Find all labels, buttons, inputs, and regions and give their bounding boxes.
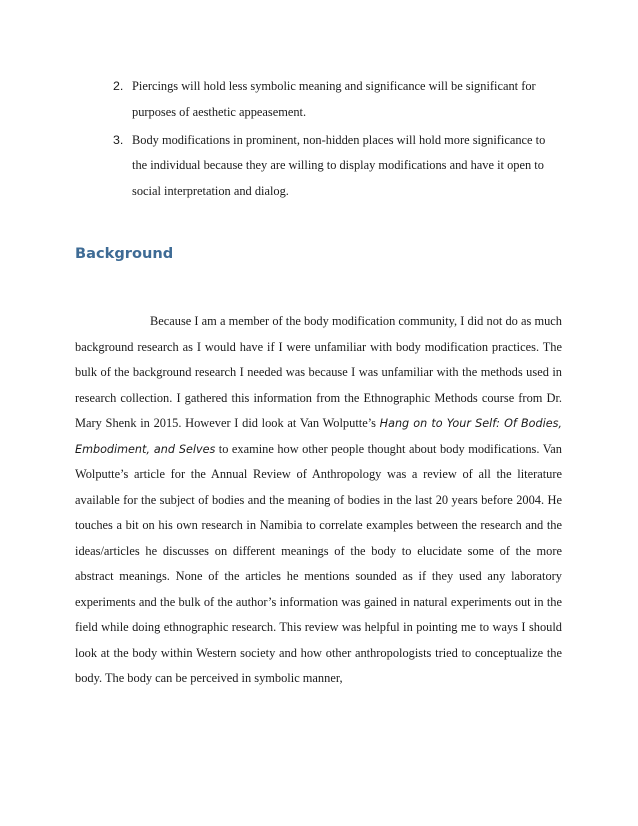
section-heading: Background (75, 245, 174, 262)
list-number: 3. (113, 132, 124, 147)
article-title: Hang on to Your Self: Of Bodies, Embodiment, and Selves (75, 417, 562, 456)
list-item-text: Body modifications in prominent, non-hidden places will hold more significance to the individual because they are willing to display modifications and have it open to social interpretation and dialog. (132, 132, 546, 199)
paragraph-text-part-2: to examine how other people thought about body modifications. Van Wolputte’s article for the Annual Review of Anthropology was a review of all the literature available for the subject of bodies and the meaning of bodies in the last 20 years before 2004. He touches a bit on his own research in Namibia to correlate examples between the research and the ideas/articles he discusses on different meanings of the body to elucidate some of the more abstract meanings. None of the articles he mentions sounded as if they used any laboratory experiments and the bulk of the author’s information was gained in natural experiments out in the field while doing ethnographic research. This review was helpful in pointing me to ways I should look at the body within Western society and how other anthropologists tried to conceptualize the body. The body can be perceived in symbolic manner, (75, 441, 562, 685)
hypothesis-list (113, 74, 563, 207)
list-item (113, 128, 563, 205)
paragraph-text-part-1: Because I am a member of the body modification community, I did not do as much background research as I would have if I were unfamiliar with body modification practices. The bulk of the background research I needed was because I was unfamiliar with the methods used in research collection. I gathered this information from the Ethnographic Methods course from Dr. Mary Shenk in 2015. However I did look at Van Wolputte’s (75, 314, 562, 430)
background-paragraph (75, 309, 562, 692)
list-item (113, 74, 563, 126)
list-number: 2. (113, 79, 124, 93)
list-item-text: Piercings will hold less symbolic meaning and significance will be significant for purposes of aesthetic appeasement. (132, 79, 536, 119)
